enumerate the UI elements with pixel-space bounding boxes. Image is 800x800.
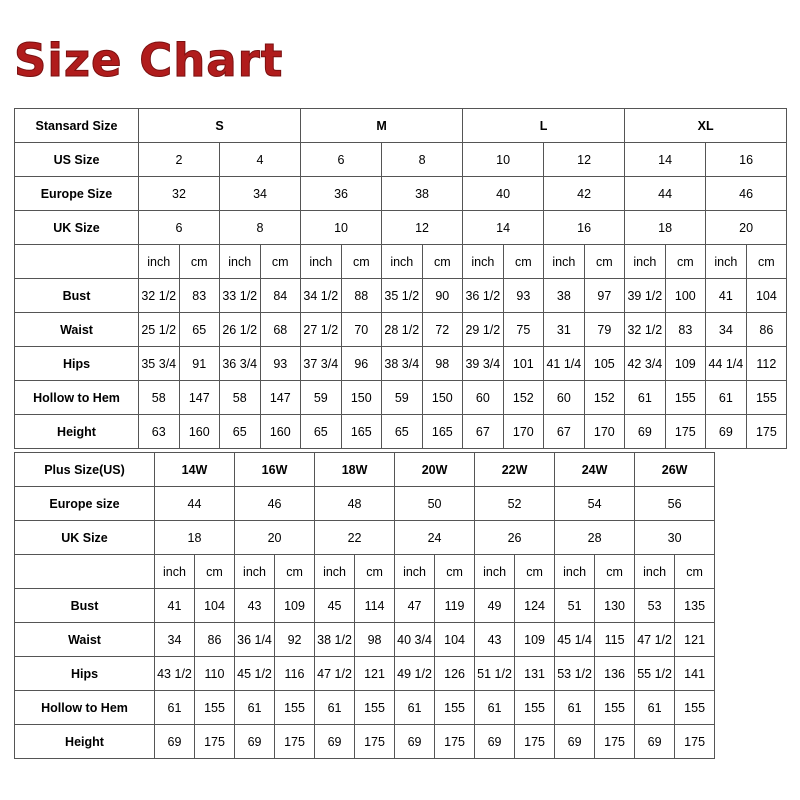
cell: 68 [260,313,301,347]
unit-cell: inch [463,245,504,279]
cell: 170 [503,415,544,449]
cell: 20 [706,211,787,245]
cell: 47 [395,589,435,623]
cell: 41 1/4 [544,347,585,381]
group-header-l: L [463,109,625,143]
cell: 109 [275,589,315,623]
cell: 119 [435,589,475,623]
table-row [15,143,787,177]
cell: 16 [544,211,625,245]
cell: 61 [635,691,675,725]
group-header-xl: XL [625,109,787,143]
cell: 59 [382,381,423,415]
cell: 36 3/4 [220,347,261,381]
unit-cell: cm [195,555,235,589]
cell: 24 [395,521,475,555]
cell: 152 [503,381,544,415]
cell: 33 1/2 [220,279,261,313]
cell: 44 [625,177,706,211]
cell: 43 1/2 [155,657,195,691]
cell: 83 [665,313,706,347]
cell: 69 [635,725,675,759]
cell: 28 1/2 [382,313,423,347]
cell: 60 [544,381,585,415]
cell: 116 [275,657,315,691]
row-label: Europe size [15,487,155,521]
cell: 49 1/2 [395,657,435,691]
cell: 18 [625,211,706,245]
cell: 6 [301,143,382,177]
unit-cell: cm [179,245,220,279]
cell: 35 1/2 [382,279,423,313]
cell: 30 [635,521,715,555]
row-label: Bust [15,279,139,313]
row-label-empty [15,555,155,589]
cell: 79 [584,313,625,347]
cell: 41 [706,279,747,313]
cell: 175 [515,725,555,759]
row-label: Hollow to Hem [15,691,155,725]
cell: 26 [475,521,555,555]
table-row [15,347,787,381]
cell: 42 [544,177,625,211]
cell: 61 [315,691,355,725]
cell: 65 [382,415,423,449]
cell: 67 [463,415,504,449]
cell: 25 1/2 [139,313,180,347]
cell: 84 [260,279,301,313]
cell: 83 [179,279,220,313]
cell: 147 [260,381,301,415]
cell: 104 [435,623,475,657]
unit-cell: cm [422,245,463,279]
cell: 12 [382,211,463,245]
table-row [15,623,715,657]
cell: 8 [382,143,463,177]
unit-cell: cm [665,245,706,279]
size-header-22w: 22W [475,453,555,487]
cell: 61 [155,691,195,725]
row-label: Waist [15,313,139,347]
row-label: UK Size [15,521,155,555]
cell: 42 3/4 [625,347,666,381]
cell: 48 [315,487,395,521]
table-row [15,691,715,725]
cell: 160 [179,415,220,449]
cell: 86 [195,623,235,657]
cell: 152 [584,381,625,415]
row-label: Hollow to Hem [15,381,139,415]
cell: 36 1/2 [463,279,504,313]
table-row [15,487,715,521]
unit-cell: cm [584,245,625,279]
cell: 155 [595,691,635,725]
cell: 69 [315,725,355,759]
cell: 46 [235,487,315,521]
cell: 45 1/2 [235,657,275,691]
unit-cell: inch [544,245,585,279]
cell: 155 [665,381,706,415]
cell: 58 [220,381,261,415]
cell: 45 [315,589,355,623]
table-row [15,521,715,555]
cell: 109 [515,623,555,657]
cell: 43 [475,623,515,657]
unit-cell: inch [395,555,435,589]
cell: 155 [355,691,395,725]
cell: 61 [235,691,275,725]
cell: 141 [675,657,715,691]
table-row [15,657,715,691]
unit-cell: inch [625,245,666,279]
cell: 131 [515,657,555,691]
cell: 93 [503,279,544,313]
cell: 18 [155,521,235,555]
row-label: Waist [15,623,155,657]
size-header-14w: 14W [155,453,235,487]
unit-cell: cm [515,555,555,589]
cell: 104 [195,589,235,623]
cell: 28 [555,521,635,555]
unit-cell: inch [475,555,515,589]
cell: 27 1/2 [301,313,342,347]
row-label: Hips [15,657,155,691]
table-row-units [15,555,715,589]
table-row [15,279,787,313]
unit-cell: inch [139,245,180,279]
cell: 47 1/2 [635,623,675,657]
cell: 34 [220,177,301,211]
cell: 61 [555,691,595,725]
table-row [15,415,787,449]
cell: 121 [675,623,715,657]
cell: 55 1/2 [635,657,675,691]
unit-cell: inch [315,555,355,589]
page-title: Size Chart [14,34,284,87]
unit-cell: inch [155,555,195,589]
unit-cell: inch [382,245,423,279]
cell: 34 1/2 [301,279,342,313]
cell: 44 1/4 [706,347,747,381]
row-label-header: Stansard Size [15,109,139,143]
unit-cell: inch [635,555,675,589]
cell: 110 [195,657,235,691]
row-label-header: Plus Size(US) [15,453,155,487]
cell: 2 [139,143,220,177]
cell: 69 [625,415,666,449]
size-header-24w: 24W [555,453,635,487]
cell: 54 [555,487,635,521]
cell: 91 [179,347,220,381]
unit-cell: inch [706,245,747,279]
unit-cell: inch [555,555,595,589]
cell: 175 [435,725,475,759]
cell: 8 [220,211,301,245]
standard-size-table [14,108,787,449]
cell: 136 [595,657,635,691]
table-row-units [15,245,787,279]
cell: 29 1/2 [463,313,504,347]
table-row [15,177,787,211]
cell: 51 1/2 [475,657,515,691]
cell: 51 [555,589,595,623]
cell: 39 1/2 [625,279,666,313]
row-label-empty [15,245,139,279]
cell: 26 1/2 [220,313,261,347]
cell: 92 [275,623,315,657]
cell: 6 [139,211,220,245]
cell: 70 [341,313,382,347]
cell: 46 [706,177,787,211]
cell: 37 3/4 [301,347,342,381]
cell: 104 [746,279,787,313]
cell: 175 [675,725,715,759]
cell: 126 [435,657,475,691]
cell: 35 3/4 [139,347,180,381]
cell: 43 [235,589,275,623]
size-header-18w: 18W [315,453,395,487]
cell: 41 [155,589,195,623]
unit-cell: inch [220,245,261,279]
cell: 175 [195,725,235,759]
cell: 165 [422,415,463,449]
row-label: Height [15,725,155,759]
cell: 59 [301,381,342,415]
cell: 32 1/2 [139,279,180,313]
row-label: Europe Size [15,177,139,211]
cell: 105 [584,347,625,381]
cell: 121 [355,657,395,691]
cell: 36 1/4 [235,623,275,657]
row-label: Bust [15,589,155,623]
unit-cell: inch [301,245,342,279]
cell: 97 [584,279,625,313]
cell: 75 [503,313,544,347]
cell: 31 [544,313,585,347]
cell: 72 [422,313,463,347]
cell: 4 [220,143,301,177]
cell: 61 [395,691,435,725]
table-row [15,381,787,415]
cell: 61 [625,381,666,415]
cell: 69 [475,725,515,759]
cell: 65 [301,415,342,449]
unit-cell: cm [260,245,301,279]
cell: 98 [355,623,395,657]
cell: 40 [463,177,544,211]
cell: 36 [301,177,382,211]
cell: 175 [595,725,635,759]
cell: 12 [544,143,625,177]
cell: 115 [595,623,635,657]
cell: 34 [706,313,747,347]
table-row [15,589,715,623]
cell: 69 [706,415,747,449]
cell: 69 [155,725,195,759]
size-header-16w: 16W [235,453,315,487]
cell: 155 [435,691,475,725]
cell: 65 [220,415,261,449]
cell: 155 [275,691,315,725]
cell: 98 [422,347,463,381]
cell: 49 [475,589,515,623]
cell: 175 [275,725,315,759]
cell: 112 [746,347,787,381]
cell: 165 [341,415,382,449]
cell: 135 [675,589,715,623]
table-row [15,725,715,759]
cell: 90 [422,279,463,313]
cell: 44 [155,487,235,521]
unit-cell: inch [235,555,275,589]
cell: 14 [625,143,706,177]
cell: 155 [515,691,555,725]
cell: 16 [706,143,787,177]
cell: 53 [635,589,675,623]
cell: 65 [179,313,220,347]
row-label: US Size [15,143,139,177]
cell: 47 1/2 [315,657,355,691]
cell: 109 [665,347,706,381]
table-row [15,211,787,245]
cell: 56 [635,487,715,521]
cell: 155 [675,691,715,725]
unit-cell: cm [503,245,544,279]
table-row [15,313,787,347]
cell: 69 [235,725,275,759]
cell: 14 [463,211,544,245]
cell: 96 [341,347,382,381]
group-header-m: M [301,109,463,143]
cell: 20 [235,521,315,555]
cell: 38 1/2 [315,623,355,657]
cell: 93 [260,347,301,381]
cell: 10 [301,211,382,245]
unit-cell: cm [595,555,635,589]
cell: 170 [584,415,625,449]
plus-size-table [14,452,715,759]
cell: 58 [139,381,180,415]
cell: 175 [746,415,787,449]
unit-cell: cm [341,245,382,279]
cell: 175 [665,415,706,449]
cell: 22 [315,521,395,555]
cell: 32 1/2 [625,313,666,347]
cell: 86 [746,313,787,347]
row-label: Height [15,415,139,449]
row-label: UK Size [15,211,139,245]
cell: 39 3/4 [463,347,504,381]
cell: 61 [475,691,515,725]
cell: 53 1/2 [555,657,595,691]
cell: 147 [179,381,220,415]
unit-cell: cm [355,555,395,589]
table-row-group-header [15,109,787,143]
cell: 38 [382,177,463,211]
cell: 34 [155,623,195,657]
cell: 155 [746,381,787,415]
unit-cell: cm [746,245,787,279]
cell: 40 3/4 [395,623,435,657]
cell: 175 [355,725,395,759]
cell: 69 [395,725,435,759]
cell: 69 [555,725,595,759]
group-header-s: S [139,109,301,143]
cell: 52 [475,487,555,521]
cell: 60 [463,381,504,415]
unit-cell: cm [435,555,475,589]
row-label: Hips [15,347,139,381]
cell: 100 [665,279,706,313]
size-header-26w: 26W [635,453,715,487]
cell: 32 [139,177,220,211]
cell: 101 [503,347,544,381]
cell: 67 [544,415,585,449]
cell: 38 [544,279,585,313]
cell: 63 [139,415,180,449]
unit-cell: cm [675,555,715,589]
cell: 45 1/4 [555,623,595,657]
cell: 150 [341,381,382,415]
table-row-header [15,453,715,487]
cell: 114 [355,589,395,623]
cell: 150 [422,381,463,415]
cell: 155 [195,691,235,725]
cell: 50 [395,487,475,521]
unit-cell: cm [275,555,315,589]
cell: 160 [260,415,301,449]
cell: 38 3/4 [382,347,423,381]
cell: 124 [515,589,555,623]
cell: 61 [706,381,747,415]
cell: 88 [341,279,382,313]
size-header-20w: 20W [395,453,475,487]
cell: 10 [463,143,544,177]
cell: 130 [595,589,635,623]
